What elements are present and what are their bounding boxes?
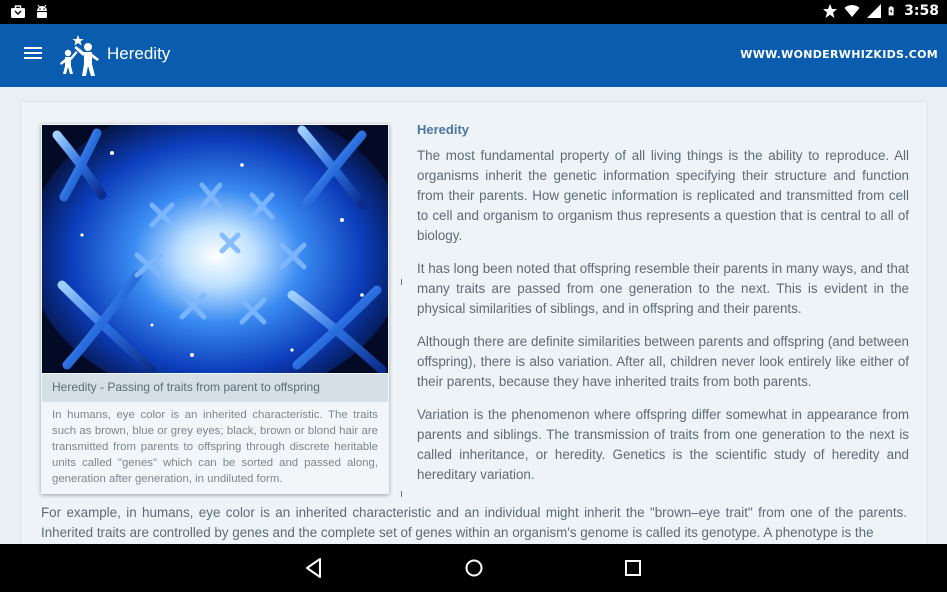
battery-icon <box>888 3 898 19</box>
back-icon[interactable] <box>302 556 326 580</box>
figure-caption-title: Heredity - Passing of traits from parent to offspring <box>42 374 388 402</box>
figure-box <box>41 124 389 494</box>
article-paragraph-1: The most fundamental property of all living things is the ability to reproduce. All organisms inherit the genetic information specifying their structure and function from their parents. How genetic information is replicated and transmitted from cell to cell and organism to organism thus represents a question that is central to all of biology. <box>417 148 909 243</box>
briefcase-icon <box>10 4 26 20</box>
figure-caption-body: In humans, eye color is an inherited characteristic. The traits such as brown, blue or grey eyes; black, brown or blond hair are transmitted from parents to offspring through discrete heritable units called "genes" which can be sorted and passed along, generation after generation, in undiluted form. <box>52 409 378 485</box>
article-paragraph-4: Variation is the phenomenon where offspring differ somewhat in appearance from parents and siblings. The transmission of traits from one generation to the next is called inheritance, or heredity. Genetics is the scientific study of heredity and hereditary variation. <box>417 407 909 482</box>
hamburger-icon <box>24 47 42 49</box>
recents-icon[interactable] <box>621 556 645 580</box>
wonderwhizkids-logo-icon <box>56 34 104 78</box>
status-left-icons <box>10 4 50 20</box>
text-cursor-marker <box>401 491 402 497</box>
chromosome-image[interactable] <box>42 125 388 373</box>
text-cursor-marker <box>401 279 402 285</box>
article-paragraph-2: It has long been noted that offspring resemble their parents in many ways, and that many traits are passed from one generation to the next. This is evident in the physical similarities of siblings, and in offspring and their parents. <box>417 261 909 316</box>
status-bar <box>0 0 947 24</box>
chromosome-illustration-icon <box>42 125 388 373</box>
wifi-icon <box>844 3 860 19</box>
home-icon[interactable] <box>462 556 486 580</box>
signal-icon <box>866 3 882 19</box>
article-card <box>20 101 928 544</box>
article-paragraph-5: For example, in humans, eye color is an inherited characteristic and an individual might inherit the "brown–eye trait" from one of the parents. Inherited traits are controlled by genes and the complete set of genes within an organism's genome is called its genotype. A phenotype is the <box>41 505 907 540</box>
star-icon <box>822 3 838 19</box>
site-link[interactable]: WWW.WONDERWHIZKIDS.COM <box>740 48 938 61</box>
navigation-bar <box>0 544 947 592</box>
app-bar <box>0 24 947 87</box>
article-paragraph-3: Although there are definite similarities between parents and offspring (and between offspring), there is also variation. After all, children never look entirely like either of their parents, because they have inherited traits from both parents. <box>417 334 909 389</box>
app-title: Heredity <box>107 44 171 63</box>
android-icon <box>34 4 50 20</box>
status-time: 3:58 <box>904 3 939 19</box>
article-text <box>417 122 909 498</box>
menu-button[interactable] <box>22 44 44 66</box>
content-area[interactable] <box>0 87 947 544</box>
article-heading: Heredity <box>417 122 470 137</box>
status-right-icons <box>822 3 939 19</box>
